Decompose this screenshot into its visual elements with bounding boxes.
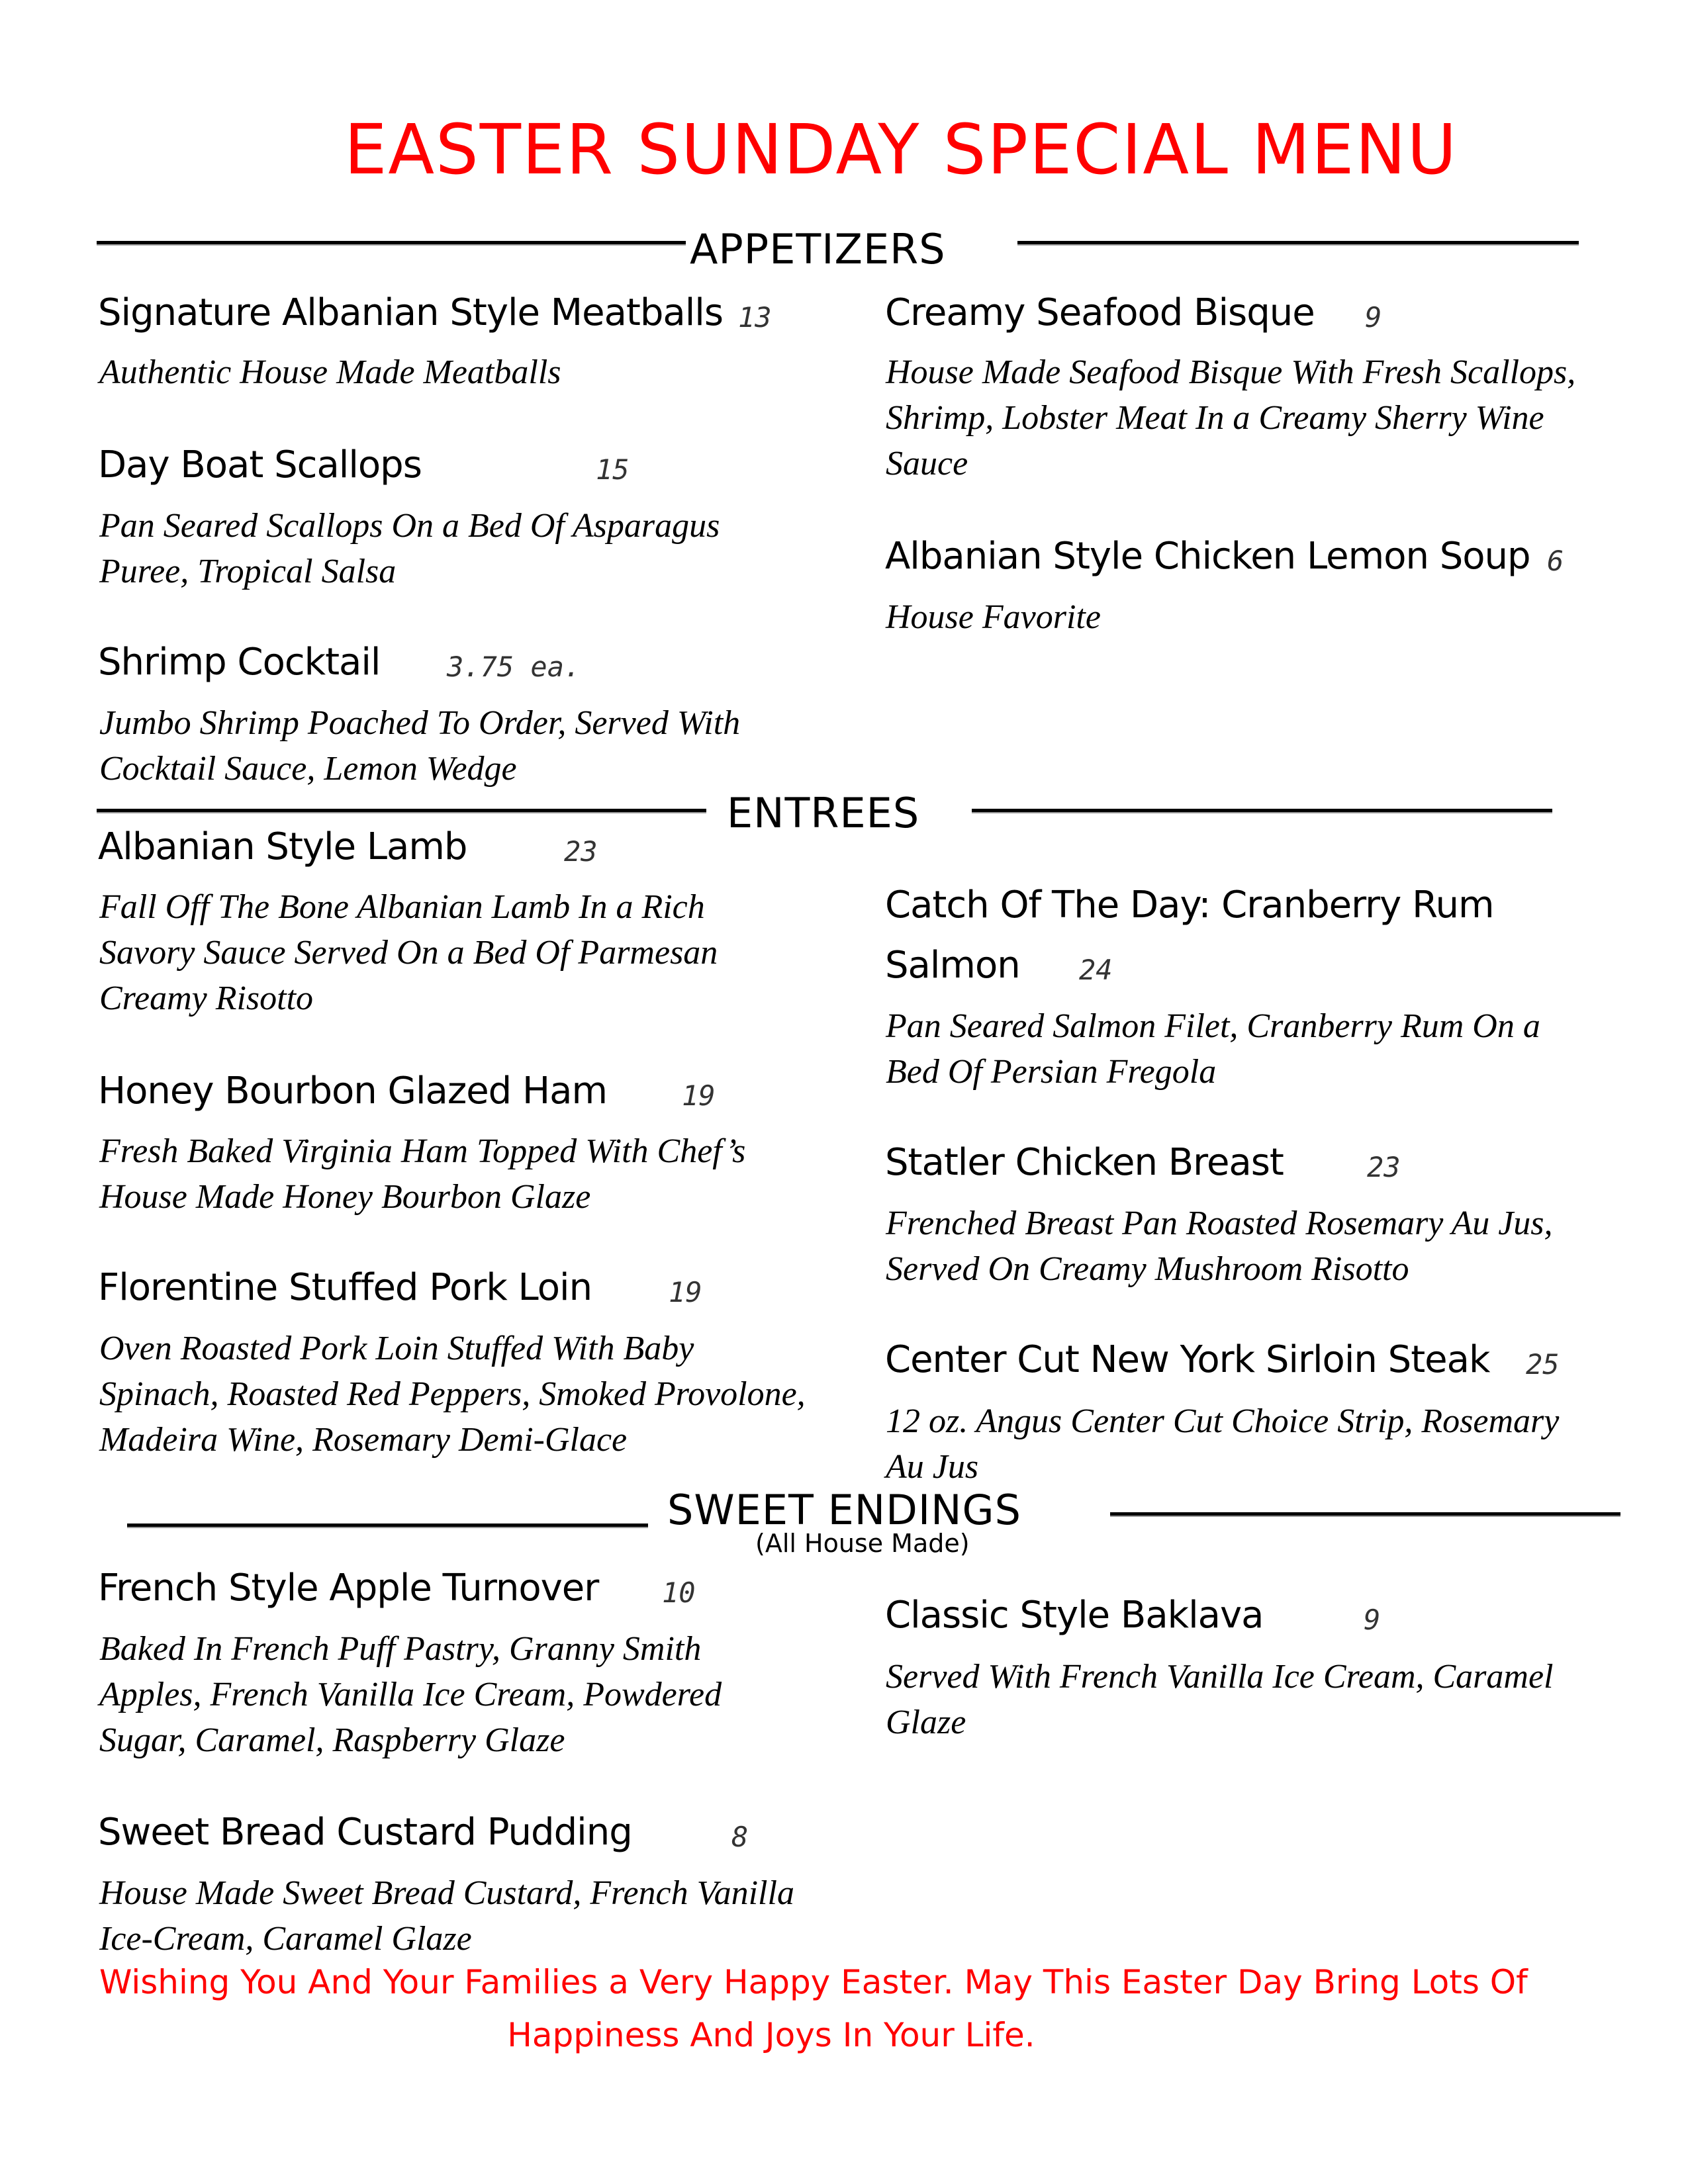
dish-price: 6 (1547, 545, 1564, 577)
dish-description: Authentic House Made Meatballs (99, 353, 561, 391)
dish-description: Served On Creamy Mushroom Risotto (886, 1250, 1409, 1288)
dish-description: Creamy Risotto (99, 979, 314, 1017)
menu-title: EASTER SUNDAY SPECIAL MENU (344, 109, 1458, 190)
dish-description: Shrimp, Lobster Meat In a Creamy Sherry Wine (886, 399, 1544, 437)
dish-price: 19 (682, 1079, 716, 1112)
dish-name: Honey Bourbon Glazed Ham (98, 1069, 607, 1113)
dish-name: Sweet Bread Custard Pudding (98, 1811, 632, 1854)
section-divider-left (97, 809, 706, 813)
dish-description: Sugar, Caramel, Raspberry Glaze (99, 1721, 565, 1759)
dish-description: House Made Honey Bourbon Glaze (99, 1178, 591, 1216)
dish-name: Shrimp Cocktail (98, 641, 381, 684)
dish-description: Apples, French Vanilla Ice Cream, Powdered (99, 1676, 722, 1713)
dish-price: 9 (1364, 1604, 1381, 1636)
dish-price: 13 (738, 301, 772, 334)
footer-message-line1: Wishing You And Your Families a Very Happy Easter. May This Easter Day Bring Lots Of (99, 1963, 1528, 2001)
dish-price: 10 (662, 1576, 696, 1609)
dish-description: House Made Sweet Bread Custard, French Vanilla (99, 1874, 794, 1912)
dish-description: 12 oz. Angus Center Cut Choice Strip, Rosemary (886, 1402, 1560, 1440)
dish-description: Oven Roasted Pork Loin Stuffed With Baby (99, 1330, 694, 1367)
dish-description: Savory Sauce Served On a Bed Of Parmesan (99, 934, 718, 972)
dish-description: Baked In French Puff Pastry, Granny Smith (99, 1630, 702, 1668)
section-heading-desserts: SWEET ENDINGS (667, 1486, 1021, 1534)
dish-description: Bed Of Persian Fregola (886, 1053, 1217, 1091)
dish-description: Glaze (886, 1704, 966, 1741)
dish-name: Signature Albanian Style Meatballs (98, 291, 724, 334)
dish-name: Statler Chicken Breast (885, 1141, 1284, 1184)
section-subheading: (All House Made) (755, 1529, 970, 1558)
dish-description: Jumbo Shrimp Poached To Order, Served With (99, 704, 741, 742)
dish-description: Sauce (886, 445, 968, 482)
dish-description: Served With French Vanilla Ice Cream, Caramel (886, 1658, 1554, 1696)
dish-description: Pan Seared Salmon Filet, Cranberry Rum On a (886, 1007, 1540, 1045)
section-divider-right (972, 809, 1552, 813)
dish-description: House Made Seafood Bisque With Fresh Scallops, (886, 353, 1576, 391)
dish-description: Spinach, Roasted Red Peppers, Smoked Provolone, (99, 1375, 806, 1413)
dish-description: House Favorite (886, 598, 1101, 636)
section-divider-left (97, 241, 686, 246)
section-heading-appetizers: APPETIZERS (690, 225, 946, 273)
dish-name: French Style Apple Turnover (98, 1567, 599, 1610)
dish-description: Frenched Breast Pan Roasted Rosemary Au Jus, (886, 1205, 1553, 1242)
dish-name: Catch Of The Day: Cranberry Rum (885, 884, 1494, 927)
dish-price: 8 (731, 1821, 749, 1853)
dish-price: 23 (1367, 1151, 1401, 1183)
dish-name: Albanian Style Chicken Lemon Soup (885, 535, 1530, 578)
dish-price: 9 (1365, 301, 1382, 334)
section-divider-right (1110, 1512, 1620, 1517)
dish-description: Cocktail Sauce, Lemon Wedge (99, 750, 517, 788)
section-divider-left (127, 1524, 648, 1528)
dish-name: Classic Style Baklava (885, 1594, 1264, 1637)
dish-description: Fresh Baked Virginia Ham Topped With Chef’s (99, 1132, 746, 1170)
dish-name: Creamy Seafood Bisque (885, 291, 1315, 334)
section-divider-right (1017, 241, 1579, 246)
dish-name: Albanian Style Lamb (98, 825, 467, 868)
dish-description: Pan Seared Scallops On a Bed Of Asparagus (99, 507, 720, 545)
dish-description: Madeira Wine, Rosemary Demi-Glace (99, 1421, 628, 1459)
dish-price: 15 (596, 453, 630, 486)
dish-name: Center Cut New York Sirloin Steak (885, 1338, 1490, 1381)
dish-description: Ice-Cream, Caramel Glaze (99, 1920, 472, 1958)
dish-description: Fall Off The Bone Albanian Lamb In a Rich (99, 888, 705, 926)
dish-price: 25 (1526, 1348, 1560, 1381)
footer-message-line2: Happiness And Joys In Your Life. (507, 2016, 1035, 2054)
dish-price: 3.75 ea. (447, 651, 581, 683)
dish-price: 23 (564, 835, 598, 868)
dish-name: Florentine Stuffed Pork Loin (98, 1266, 592, 1309)
dish-description: Au Jus (886, 1448, 979, 1486)
dish-name: Salmon (885, 944, 1020, 987)
dish-description: Puree, Tropical Salsa (99, 553, 397, 590)
dish-price: 19 (669, 1276, 702, 1308)
section-heading-entrees: ENTREES (727, 789, 920, 837)
dish-price: 24 (1079, 954, 1113, 986)
dish-name: Day Boat Scallops (98, 443, 422, 486)
